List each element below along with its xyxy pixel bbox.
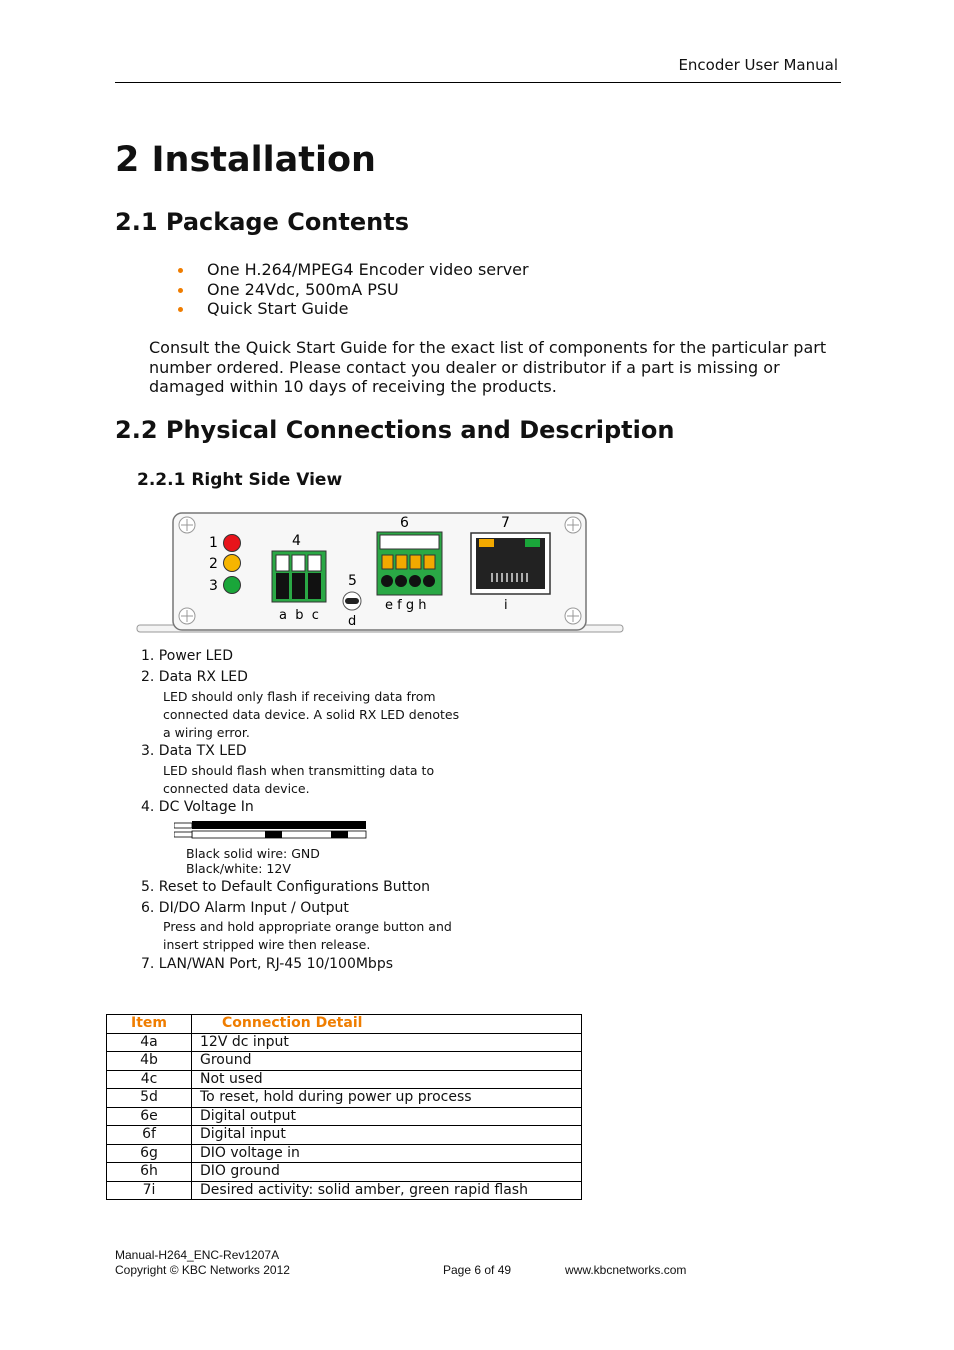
label-6: 6 <box>400 515 409 531</box>
footer-copyright: Copyright © KBC Networks 2012 <box>115 1263 290 1277</box>
reset-button-icon <box>343 592 361 610</box>
table-row: 5d To reset, hold during power up process <box>107 1089 582 1108</box>
bullet-icon <box>178 268 183 273</box>
section-title-package-contents: 2.1 Package Contents <box>115 208 409 236</box>
section-title-physical-connections: 2.2 Physical Connections and Description <box>115 416 675 444</box>
column-header-detail: Connection Detail <box>192 1015 582 1034</box>
tx-led-icon <box>224 577 241 594</box>
column-header-item: Item <box>107 1015 192 1034</box>
subsection-title-right-side-view: 2.2.1 Right Side View <box>137 470 343 490</box>
table-row: 6e Digital output <box>107 1107 582 1126</box>
connection-detail-table <box>106 1014 582 1200</box>
bullet-icon <box>178 307 183 312</box>
package-paragraph: Consult the Quick Start Guide for the exact list of components for the particular part number ordered. Please contact you dealer or distributor if a part is missing or damaged within 10 days of receiving the products. <box>149 338 827 396</box>
power-led-icon <box>224 535 241 552</box>
wire-note-12v: Black/white: 12V <box>186 861 291 876</box>
item-note: Press and hold appropriate orange button and insert stripped wire then release. <box>163 919 452 952</box>
list-item: 1. Power LED <box>141 648 234 664</box>
label-4: 4 <box>292 533 301 549</box>
table-row: 4b Ground <box>107 1052 582 1071</box>
list-item: 6. DI/DO Alarm Input / Output <box>141 900 349 916</box>
list-item: One 24Vdc, 500mA PSU <box>178 280 529 300</box>
item-note: LED should flash when transmitting data to connected data device. <box>163 763 435 796</box>
list-item: 3. Data TX LED <box>141 743 247 759</box>
table-row: 7i Desired activity: solid amber, green rapid flash <box>107 1181 582 1200</box>
label-1: 1 <box>209 535 218 551</box>
footer-doc-id: Manual-H264_ENC-Rev1207A <box>115 1248 280 1262</box>
table-row: 6g DIO voltage in <box>107 1144 582 1163</box>
bullet-icon <box>178 288 183 293</box>
list-item: Quick Start Guide <box>178 299 529 319</box>
label-abc: a b c <box>279 608 319 623</box>
label-efgh: e f g h <box>385 598 427 613</box>
list-item: 2. Data RX LED <box>141 669 248 685</box>
dc-wire-illustration <box>174 821 368 841</box>
label-2: 2 <box>209 556 218 572</box>
package-list <box>178 260 529 319</box>
list-item: 7. LAN/WAN Port, RJ-45 10/100Mbps <box>141 956 393 972</box>
dc-terminal-icon <box>272 551 326 602</box>
footer-website-link[interactable]: www.kbcnetworks.com <box>565 1263 687 1277</box>
header-rule <box>115 82 841 83</box>
running-header: Encoder User Manual <box>678 56 838 74</box>
list-item: One H.264/MPEG4 Encoder video server <box>178 260 529 280</box>
table-header-row <box>107 1015 582 1034</box>
table-row: 6h DIO ground <box>107 1163 582 1182</box>
list-item: 5. Reset to Default Configurations Button <box>141 879 431 895</box>
chapter-title: 2 Installation <box>115 140 376 180</box>
footer-page-number: Page 6 of 49 <box>443 1263 512 1277</box>
wire-notes <box>186 846 320 876</box>
screw-icon <box>565 608 581 624</box>
list-item: 4. DC Voltage In <box>141 799 254 815</box>
screw-icon <box>179 517 195 533</box>
label-3: 3 <box>209 578 218 594</box>
label-5: 5 <box>348 573 357 589</box>
screw-icon <box>565 517 581 533</box>
label-7: 7 <box>501 515 510 531</box>
label-i: i <box>504 598 508 613</box>
dio-terminal-icon <box>377 532 442 595</box>
table-row: 4c Not used <box>107 1070 582 1089</box>
screw-icon <box>179 608 195 624</box>
label-d: d <box>348 614 357 629</box>
rx-led-icon <box>224 555 241 572</box>
wire-note-gnd: Black solid wire: GND <box>186 846 320 861</box>
table-row: 4a 12V dc input <box>107 1033 582 1052</box>
rj45-port-icon <box>471 533 550 594</box>
table-row: 6f Digital input <box>107 1126 582 1145</box>
right-side-view-diagram <box>136 508 626 636</box>
item-note: LED should only flash if receiving data from connected data device. A solid RX LED denotes a wiring error. <box>163 689 460 740</box>
